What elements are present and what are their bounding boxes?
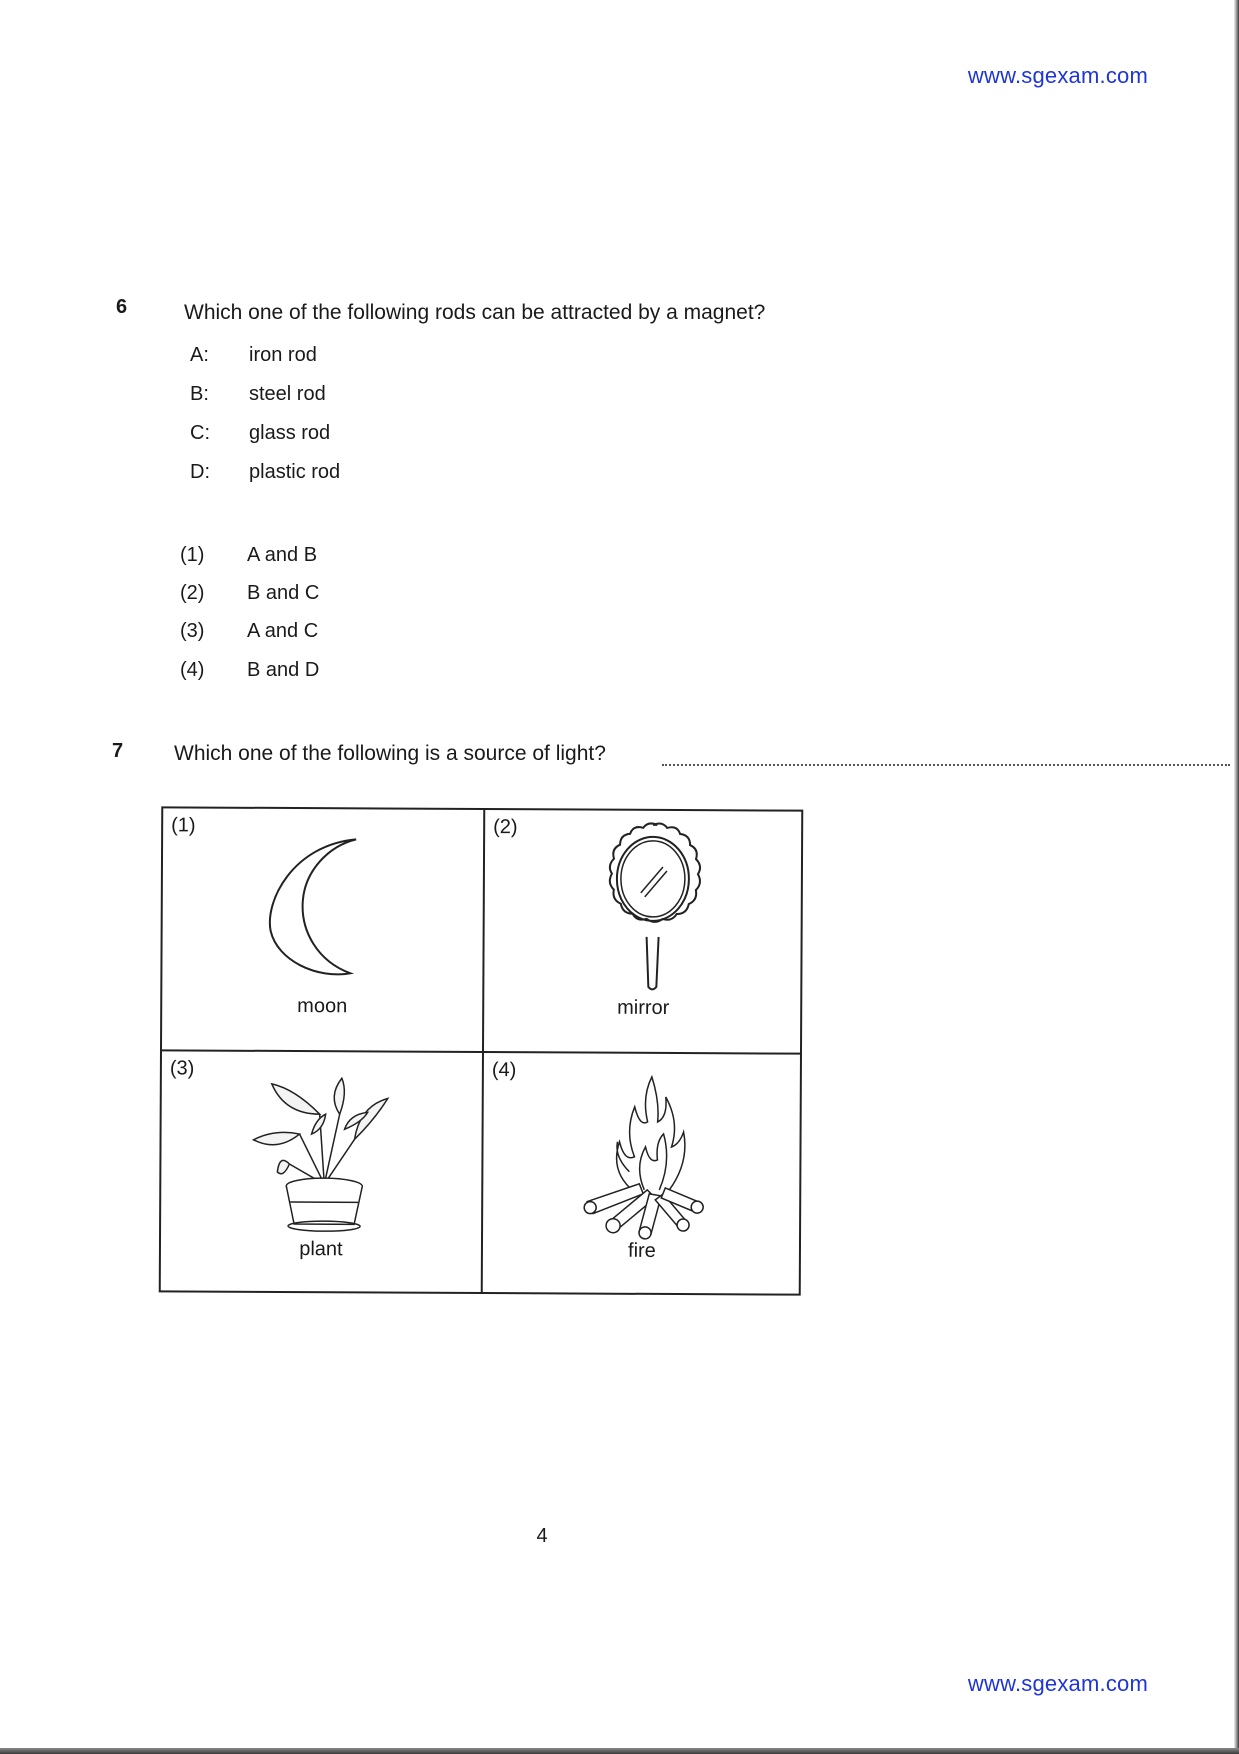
dotted-leader [662, 752, 1230, 766]
option-d-text: plastic rod [249, 461, 341, 483]
answer-4-text[interactable]: B and D [247, 659, 320, 681]
choice-4-label: fire [627, 1239, 656, 1262]
option-c-letter: C: [190, 422, 210, 444]
page-edge-bottom [0, 1748, 1239, 1754]
footer-website-link[interactable]: www.sgexam.com [967, 1671, 1148, 1696]
option-b-text: steel rod [249, 383, 326, 405]
fire-icon [579, 1072, 710, 1243]
choice-1-label: moon [297, 995, 348, 1018]
question-6-text: Which one of the following rods can be attracted by a magnet? [184, 301, 766, 324]
choice-4-cell[interactable] [481, 1051, 802, 1294]
choice-grid [159, 806, 804, 1295]
option-c-text: glass rod [249, 422, 331, 444]
answer-3-text[interactable]: A and C [247, 620, 319, 642]
choice-2-label: mirror [617, 996, 670, 1019]
answer-3-number[interactable]: (3) [180, 620, 205, 642]
page-number: 4 [536, 1525, 548, 1547]
answer-2-text[interactable]: B and C [247, 582, 320, 604]
choice-1-number: (1) [171, 814, 196, 837]
answer-1-text[interactable]: A and B [247, 544, 318, 566]
option-d-letter: D: [190, 461, 210, 483]
choice-3-cell[interactable] [161, 1049, 482, 1292]
choice-3-label: plant [299, 1238, 343, 1261]
mirror-icon [592, 819, 713, 995]
plant-icon [249, 1074, 400, 1235]
answer-2-number[interactable]: (2) [180, 582, 205, 604]
question-7-text: Which one of the following is a source of light? [174, 742, 606, 765]
answer-4-number[interactable]: (4) [180, 659, 205, 681]
option-b-letter: B: [190, 383, 209, 405]
option-a-letter: A: [190, 344, 209, 366]
header-website-link[interactable]: www.sgexam.com [967, 63, 1148, 88]
choice-1-cell[interactable] [162, 808, 483, 1051]
answer-1-number[interactable]: (1) [180, 544, 205, 566]
choice-4-number: (4) [491, 1059, 517, 1082]
page-edge [1234, 0, 1239, 1754]
choice-3-number: (3) [169, 1057, 195, 1080]
choice-2-cell[interactable] [482, 810, 803, 1053]
moon-icon [262, 831, 373, 982]
option-a-text: iron rod [249, 344, 317, 366]
question-7-number: 7 [112, 740, 124, 762]
question-6-number: 6 [116, 296, 128, 318]
choice-2-number: (2) [493, 816, 518, 839]
